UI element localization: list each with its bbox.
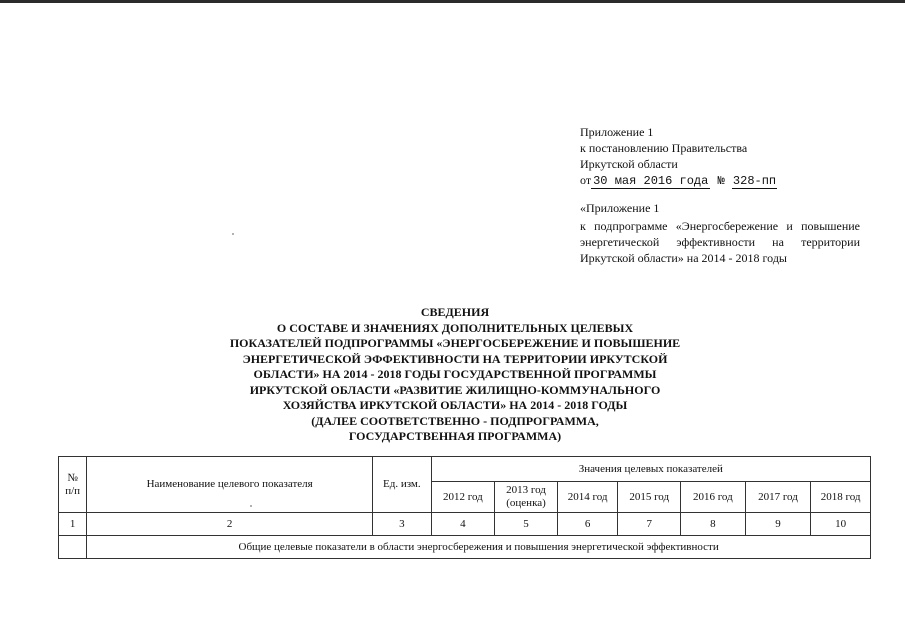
header-year bbox=[681, 482, 746, 513]
approval-stamp-block bbox=[580, 124, 860, 189]
column-number: 9 bbox=[745, 513, 811, 536]
heading-line: ГОСУДАРСТВЕННАЯ ПРОГРАММА) bbox=[348, 429, 562, 443]
header-number bbox=[59, 457, 87, 513]
heading-line: ЭНЕРГЕТИЧЕСКОЙ ЭФФЕКТИВНОСТИ НА ТЕРРИТОРИИ ИРКУТСКОЙ bbox=[242, 351, 668, 366]
scan-speck bbox=[250, 505, 252, 507]
approval-number-sign: № bbox=[710, 174, 732, 188]
approval-date-prefix: от bbox=[580, 173, 592, 187]
header-indicator-name: Наименование целевого показателя bbox=[87, 457, 373, 513]
column-number: 10 bbox=[811, 513, 871, 536]
approval-date-value: 30 мая 2016 года bbox=[593, 174, 709, 188]
heading-line: ПОКАЗАТЕЛЕЙ ПОДПРОГРАММЫ «ЭНЕРГОСБЕРЕЖЕНИЕ И ПОВЫШЕНИЕ bbox=[229, 336, 681, 350]
approval-number-value: 328-пп bbox=[732, 174, 777, 188]
header-year bbox=[745, 482, 811, 513]
document-heading bbox=[150, 305, 760, 445]
header-year bbox=[618, 482, 681, 513]
heading-line: О СОСТАВЕ И ЗНАЧЕНИЯХ ДОПОЛНИТЕЛЬНЫХ ЦЕЛЕВЫХ bbox=[276, 320, 634, 335]
approval-date-line bbox=[580, 172, 860, 189]
approval-line-region: Иркутской области bbox=[580, 157, 678, 171]
heading-line: ХОЗЯЙСТВА ИРКУТСКОЙ ОБЛАСТИ» НА 2014 - 2018 ГОДЫ bbox=[282, 398, 628, 412]
column-number: 1 bbox=[59, 513, 87, 536]
header-year-label: 2017 год bbox=[758, 490, 798, 503]
table-header-row bbox=[59, 457, 871, 482]
approval-line-appendix: Приложение 1 bbox=[580, 125, 654, 139]
header-year-label: 2014 год bbox=[567, 490, 608, 503]
header-number-abbr: п/п bbox=[65, 484, 81, 497]
column-number: 2 bbox=[87, 513, 373, 536]
header-unit: Ед. изм. bbox=[373, 457, 432, 513]
header-year bbox=[495, 482, 558, 513]
heading-line: ОБЛАСТИ» НА 2014 - 2018 ГОДЫ ГОСУДАРСТВЕННОЙ ПРОГРАММЫ bbox=[253, 367, 657, 381]
scan-speck bbox=[232, 233, 234, 235]
column-number: 4 bbox=[431, 513, 495, 536]
annex-body: к подпрограмме «Энергосбережение и повышение энергетической эффективности на территории Иркутской области» на 2014 - 2018 годы bbox=[580, 219, 860, 265]
table-section-row bbox=[59, 536, 871, 559]
column-number: 3 bbox=[373, 513, 432, 536]
approval-line-resolution: к постановлению Правительства bbox=[580, 141, 748, 155]
annex-title: «Приложение 1 bbox=[580, 201, 660, 215]
header-year bbox=[431, 482, 495, 513]
column-number: 7 bbox=[618, 513, 681, 536]
heading-line: (ДАЛЕЕ СООТВЕТСТВЕННО - ПОДПРОГРАММА, bbox=[311, 413, 599, 428]
section-title: Общие целевые показатели в области энергосбережения и повышения энергетической эффективности bbox=[87, 536, 871, 559]
scan-top-edge bbox=[0, 0, 905, 3]
header-year-label: 2013 год bbox=[506, 484, 546, 496]
heading-line: СВЕДЕНИЯ bbox=[420, 305, 490, 319]
header-year-label: 2018 год bbox=[820, 490, 861, 503]
column-number: 8 bbox=[681, 513, 746, 536]
header-year-note: (оценка) bbox=[506, 497, 546, 509]
header-number-sign: № bbox=[67, 471, 78, 484]
header-year-label: 2016 год bbox=[692, 490, 733, 503]
header-year bbox=[811, 482, 871, 513]
indicators-table bbox=[58, 456, 871, 559]
header-year-label: 2012 год bbox=[443, 490, 483, 503]
header-values-group: Значения целевых показателей bbox=[431, 457, 870, 482]
section-number-cell bbox=[59, 536, 87, 559]
annex-block bbox=[580, 200, 860, 266]
column-number: 5 bbox=[495, 513, 558, 536]
header-year-label: 2015 год bbox=[629, 490, 670, 503]
header-year bbox=[557, 482, 618, 513]
table-column-numbers-row bbox=[59, 513, 871, 536]
heading-line: ИРКУТСКОЙ ОБЛАСТИ «РАЗВИТИЕ ЖИЛИЩНО-КОММУНАЛЬНОГО bbox=[249, 382, 661, 397]
column-number: 6 bbox=[557, 513, 618, 536]
